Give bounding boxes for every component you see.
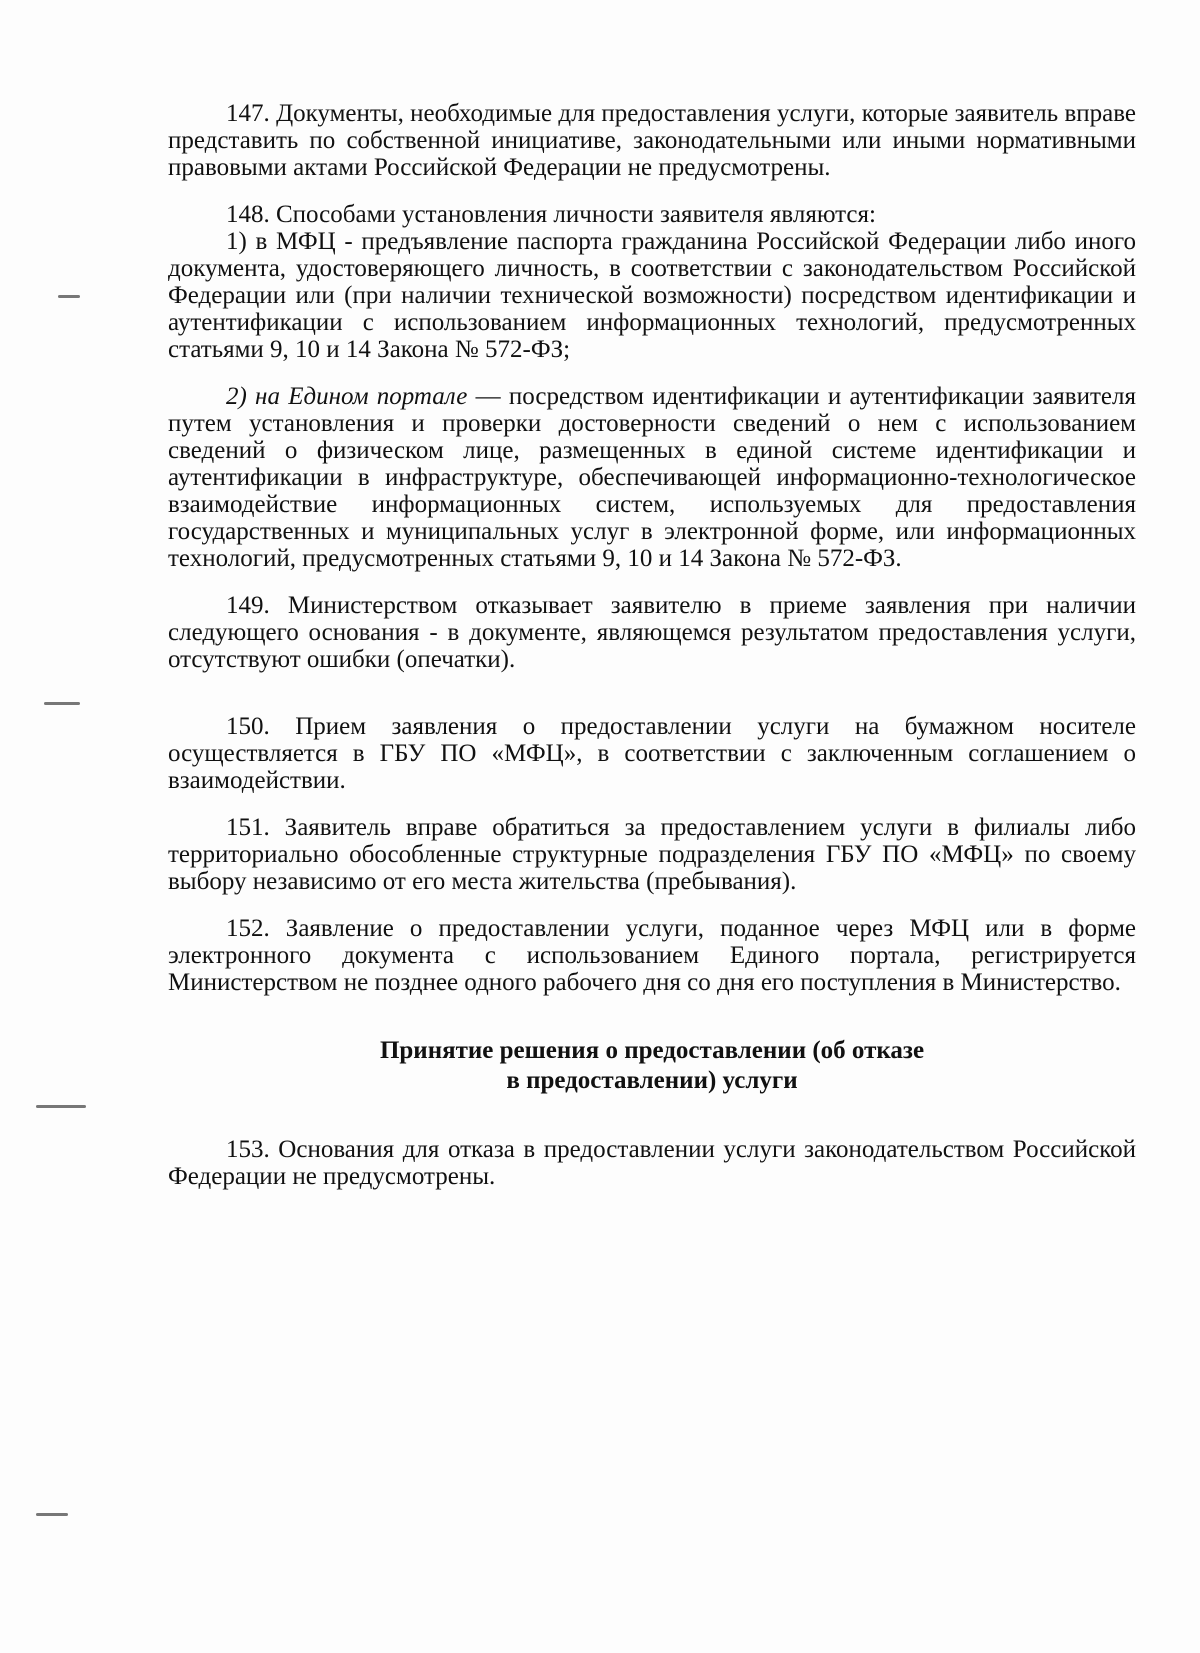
scan-artifact xyxy=(36,1513,68,1516)
paragraph-148-item-2-text: — посредством идентификации и аутентификации заявителя путем установления и проверки достоверности сведений о нем с использованием сведений о физическом лице, размещенных в единой системе идентификации и аутентификации в инфраструктуре, обеспечивающей информационно-технологическое взаимодействие информационных систем, используемых для предоставления государственных и муниципальных услуг в электронной форме, или информационных технологий, предусмотренных статьями 9, 10 и 14 Закона № 572-ФЗ. xyxy=(168,383,1136,572)
section-title-line-2: в предоставлении) услуги xyxy=(506,1067,798,1094)
scan-artifact xyxy=(44,702,80,705)
paragraph-152: 152. Заявление о предоставлении услуги, поданное через МФЦ или в форме электронного документа с использованием Единого портала, регистрируется Министерством не позднее одного рабочего дня со дня его поступления в Министерство. xyxy=(168,915,1136,996)
paragraph-147: 147. Документы, необходимые для предоставления услуги, которые заявитель вправе представить по собственной инициативе, законодательными или иными нормативными правовыми актами Российской Федерации не предусмотрены. xyxy=(168,100,1136,181)
scan-artifact xyxy=(36,1105,86,1108)
paragraph-151: 151. Заявитель вправе обратиться за предоставлением услуги в филиалы либо территориально обособленные структурные подразделения ГБУ ПО «МФЦ» по своему выбору независимо от его места жительства (пребывания). xyxy=(168,814,1136,895)
section-title xyxy=(168,1036,1136,1096)
section-title-line-1: Принятие решения о предоставлении (об отказе xyxy=(379,1037,925,1064)
paragraph-148-item-1: 1) в МФЦ - предъявление паспорта гражданина Российской Федерации либо иного документа, удостоверяющего личность, в соответствии с законодательством Российской Федерации или (при наличии технической возможности) посредством идентификации и аутентификации с использованием информационных технологий, предусмотренных статьями 9, 10 и 14 Закона № 572-ФЗ; xyxy=(168,228,1136,363)
paragraph-150: 150. Прием заявления о предоставлении услуги на бумажном носителе осуществляется в ГБУ ПО «МФЦ», в соответствии с заключенным соглашением о взаимодействии. xyxy=(168,713,1136,794)
paragraph-148-item-2 xyxy=(168,383,1136,572)
paragraph-148-item-2-lead: 2) на Едином портале xyxy=(226,383,468,410)
scan-artifact xyxy=(58,295,80,298)
paragraph-149: 149. Министерством отказывает заявителю в приеме заявления при наличии следующего основания - в документе, являющемся результатом предоставления услуги, отсутствуют ошибки (опечатки). xyxy=(168,592,1136,673)
paragraph-153: 153. Основания для отказа в предоставлении услуги законодательством Российской Федерации не предусмотрены. xyxy=(168,1136,1136,1190)
paragraph-148-intro: 148. Способами установления личности заявителя являются: xyxy=(226,201,876,228)
document-body xyxy=(168,100,1136,1190)
